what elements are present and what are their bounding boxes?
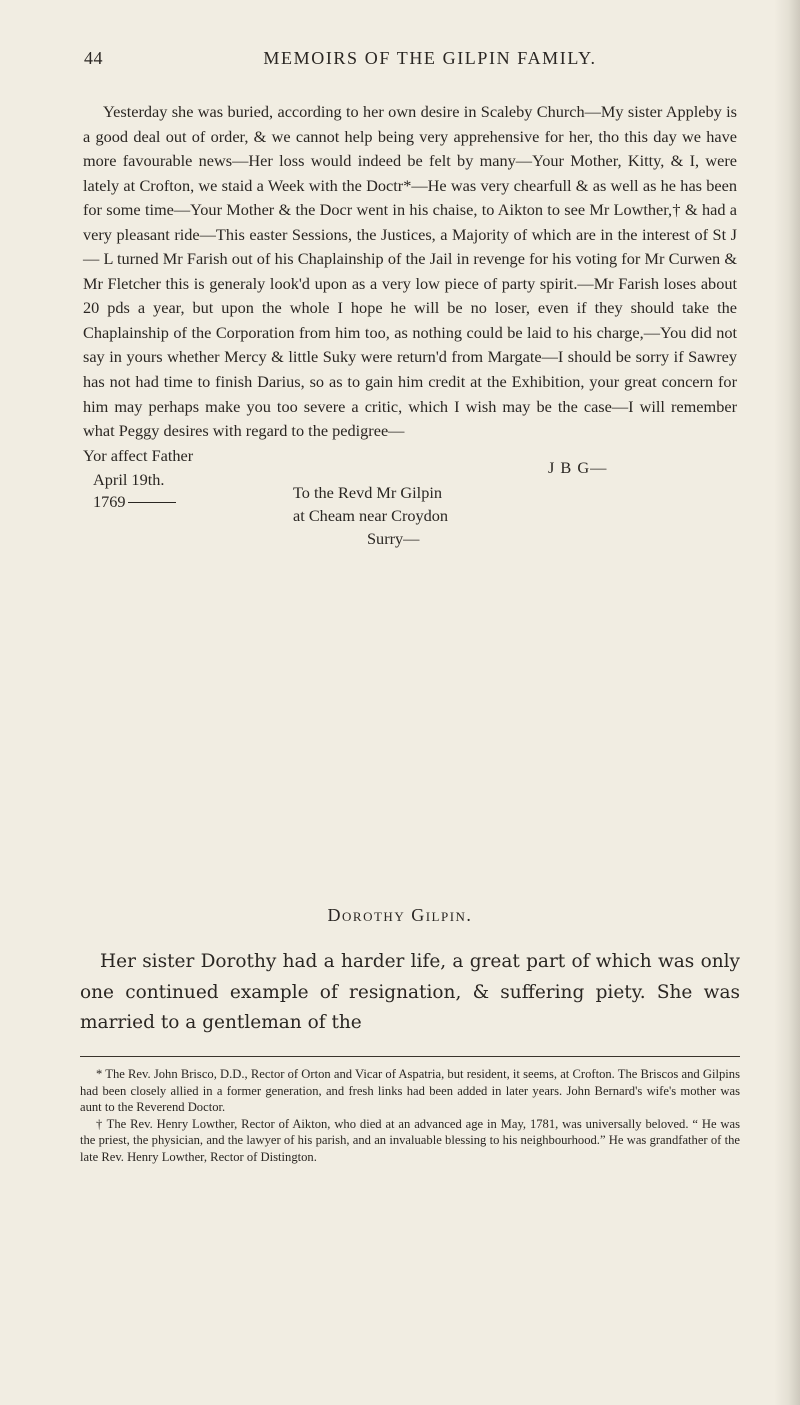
signature-row (83, 444, 737, 477)
footnote-rule (80, 1056, 740, 1057)
page-edge-shadow (774, 0, 800, 1405)
letter-date-line2 (93, 490, 737, 512)
running-head: MEMOIRS OF THE GILPIN FAMILY. (263, 48, 597, 68)
letter-initials: J B G— (548, 457, 608, 477)
footnote-2: † The Rev. Henry Lowther, Rector of Aikton, who died at an advanced age in May, 1781, was universally beloved. “ He was the priest, the physician, and the lawyer of his parish, and an invaluable blessing to his neighbourhood.” He was grandfather of the late Rev. Henry Lowther, Rector of Distington. (80, 1116, 740, 1164)
section-body (80, 947, 740, 1039)
date-text: April 19th. (93, 469, 165, 489)
address-line1: To the Revd Mr Gilpin (293, 482, 442, 502)
address-line2: at Cheam near Croydon (293, 505, 449, 525)
letter (83, 100, 737, 548)
letter-paragraph: Yesterday she was buried, according to her own desire in Scaleby Church—My sister Appleby is a good deal out of order, & we cannot help being very apprehensive for her, tho this day we have more favourable news—Her loss would indeed be felt by many—Your Mother, Kitty, & I, were lately at Crofton, we staid a Week with the Doctr*—He was very chearfull & as well as he has been for some time—Your Mother & the Docr went in his chaise, to Aikton to see Mr Lowther,† & had a very pleasant ride—This easter Sessions, the Justices, a Majority of which are in the interest of St J— L turned Mr Farish out of his Chaplainship of the Jail in revenge for his voting for Mr Curwen & Mr Fletcher this is generaly look'd upon as a very low piece of party spirit.—Mr Farish loses about 20 pds a year, but upon the whole I hope he will be no loser, even if they should take the Chaplainship of the Corporation from him too, as nothing could be laid to his charge,—You did not say in yours whether Mercy & little Suky were return'd from Margate—I should be sorry if Sawrey has not had time to finish Darius, so as to gain him credit at the Exhibition, your great concern for him may perhaps make you too severe a critic, which I wish may be the case—I will remember what Peggy desires with regard to the pedigree— (83, 102, 737, 441)
year-text: 1769 (93, 491, 126, 511)
footnotes (80, 1066, 740, 1165)
body-paragraph: Her sister Dorothy had a harder life, a great part of which was only one continued example of resignation, & suffering piety. She was married to a gentleman of the (80, 951, 740, 1033)
footnote-1: * The Rev. John Brisco, D.D., Rector of Orton and Vicar of Aspatria, but resident, it seems, at Crofton. The Briscos and Gilpins had been closely allied in a former generation, and fresh links had been added in later years. John Bernard's wife's mother was aunt to the Reverend Doctor. (80, 1067, 740, 1114)
address-line3: Surry— (367, 528, 420, 548)
date-dash (128, 502, 176, 503)
section-heading: Dorothy Gilpin. (327, 905, 473, 925)
page-number: 44 (84, 48, 103, 68)
page-header (0, 48, 800, 78)
letter-closing: Yor affect Father (83, 445, 194, 465)
